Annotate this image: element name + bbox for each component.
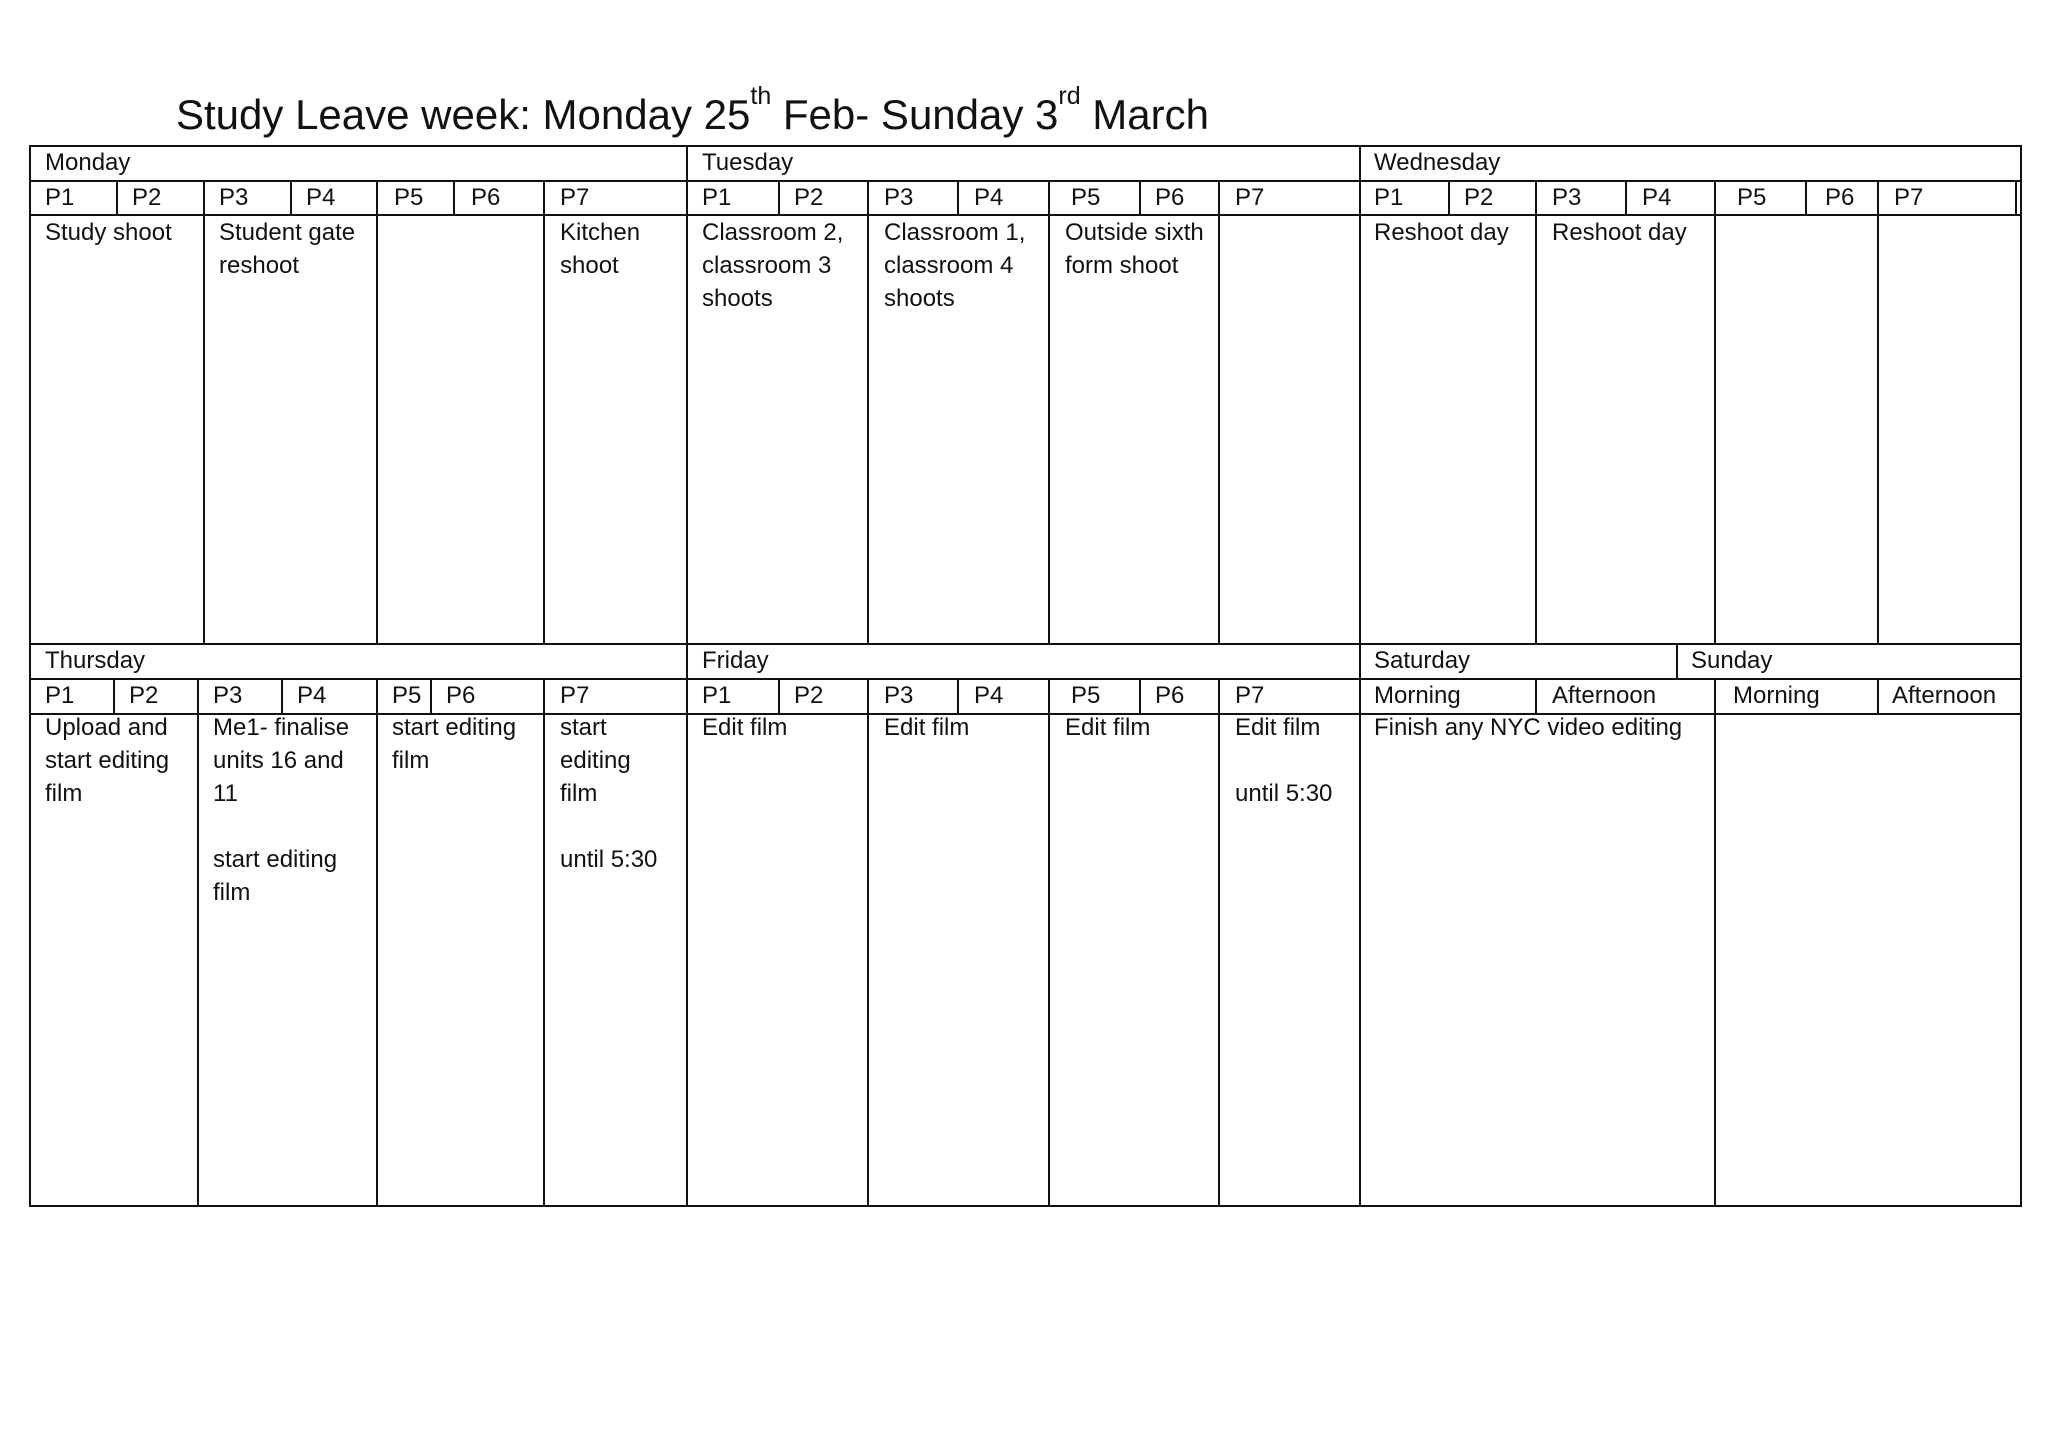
period-label: Morning xyxy=(1374,682,1461,709)
schedule-cell: Upload and start editing film xyxy=(45,714,170,807)
period-label: P4 xyxy=(974,184,1004,211)
period-label: P5 xyxy=(394,184,424,211)
period-label: P6 xyxy=(1825,184,1855,211)
period-label: P5 xyxy=(1737,184,1767,211)
period-label: P7 xyxy=(1235,682,1265,709)
period-label: P3 xyxy=(884,184,914,211)
period-label: P6 xyxy=(1155,184,1185,211)
schedule-cell: Classroom 1, classroom 4 shoots xyxy=(884,219,1026,312)
schedule-cell: Student gate reshoot xyxy=(219,219,356,279)
period-label: P5 xyxy=(392,682,422,709)
period-label: P4 xyxy=(297,682,327,709)
schedule-cell: start editing film until 5:30 xyxy=(560,714,658,873)
period-label: P7 xyxy=(1235,184,1265,211)
schedule-cell: Me1- finalise units 16 and 11 start editing film xyxy=(213,714,350,906)
period-label: P2 xyxy=(794,184,824,211)
period-label: Morning xyxy=(1733,682,1820,709)
schedule-cell: Finish any NYC video editing xyxy=(1374,714,1683,741)
period-label: P2 xyxy=(794,682,824,709)
schedule-cell: Reshoot day xyxy=(1552,219,1687,246)
schedule-cell: Outside sixth form shoot xyxy=(1065,219,1204,279)
day-header-tuesday: Tuesday xyxy=(702,149,794,176)
day-header-sunday: Sunday xyxy=(1691,647,1773,674)
schedule-cell: Classroom 2, classroom 3 shoots xyxy=(702,219,844,312)
period-label: Afternoon xyxy=(1892,682,1997,709)
period-label: P6 xyxy=(1155,682,1185,709)
day-header-thursday: Thursday xyxy=(45,647,146,674)
period-label: P3 xyxy=(1552,184,1582,211)
period-label: P1 xyxy=(45,682,75,709)
schedule-cell: Edit film until 5:30 xyxy=(1235,714,1333,807)
period-label: P1 xyxy=(1374,184,1404,211)
period-label: P3 xyxy=(213,682,243,709)
period-label: P4 xyxy=(1642,184,1672,211)
period-label: P3 xyxy=(884,682,914,709)
period-label: P7 xyxy=(1894,184,1924,211)
period-label: P7 xyxy=(560,682,590,709)
schedule-cell: Edit film xyxy=(702,714,788,741)
schedule-cell: Edit film xyxy=(884,714,970,741)
schedule-cell: start editing film xyxy=(392,714,517,774)
period-label: P2 xyxy=(132,184,162,211)
period-label: P6 xyxy=(446,682,476,709)
period-label: P2 xyxy=(129,682,159,709)
day-header-wednesday: Wednesday xyxy=(1374,149,1501,176)
period-label: P3 xyxy=(219,184,249,211)
period-label: P5 xyxy=(1071,682,1101,709)
day-header-monday: Monday xyxy=(45,149,131,176)
period-label: P7 xyxy=(560,184,590,211)
period-label: P2 xyxy=(1464,184,1494,211)
period-label: P1 xyxy=(702,184,732,211)
period-label: P1 xyxy=(702,682,732,709)
period-label: P4 xyxy=(306,184,336,211)
day-header-saturday: Saturday xyxy=(1374,647,1471,674)
period-label: P4 xyxy=(974,682,1004,709)
schedule-cell: Kitchen shoot xyxy=(560,219,641,279)
page-title: Study Leave week: Monday 25th Feb- Sunday 3rd March xyxy=(176,82,1209,138)
day-header-friday: Friday xyxy=(702,647,769,674)
schedule-cell: Reshoot day xyxy=(1374,219,1509,246)
period-label: P5 xyxy=(1071,184,1101,211)
schedule-cell: Edit film xyxy=(1065,714,1151,741)
period-label: P6 xyxy=(471,184,501,211)
period-label: P1 xyxy=(45,184,75,211)
period-label: Afternoon xyxy=(1552,682,1657,709)
schedule-cell: Study shoot xyxy=(45,219,172,246)
